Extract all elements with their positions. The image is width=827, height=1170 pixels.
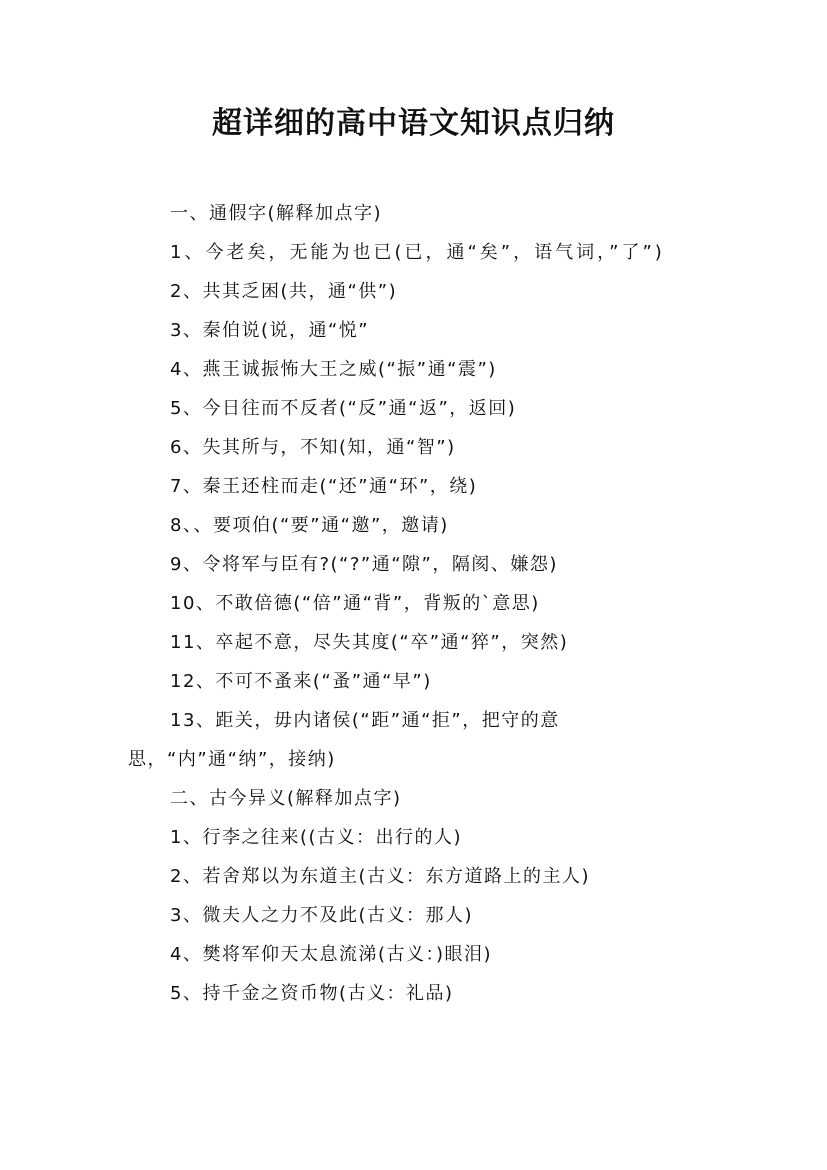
list-item: 3、秦伯说(说，通“悦”	[170, 320, 370, 341]
document-title: 超详细的高中语文知识点归纳	[212, 106, 615, 141]
list-item: 12、不可不蚤来(“蚤”通“早”)	[170, 671, 432, 692]
list-item: 9、令将军与臣有?(“?”通“隙”，隔阂、嫌怨)	[170, 554, 558, 575]
list-item: 13、距关，毋内诸侯(“距”通“拒”，把守的意思，“内”通“纳”，接纳)	[128, 710, 560, 770]
list-item: 1、今老矣，无能为也已(已，通“矣”，语气词，”了”)	[170, 242, 665, 263]
list-item: 2、若舍郑以为东道主(古义：东方道路上的主人)	[170, 866, 590, 887]
list-item: 6、失其所与，不知(知，通“智”)	[170, 437, 456, 458]
list-item: 8、、要项伯(“要”通“邀”，邀请)	[170, 515, 449, 536]
list-item: 5、今日往而不反者(“反”通“返”，返回)	[170, 398, 517, 419]
section-heading-tongjiazi: 一、通假字(解释加点字)	[170, 203, 383, 224]
document-body	[128, 194, 708, 1013]
list-item: 2、共其乏困(共，通“供”)	[170, 281, 398, 302]
list-item: 10、不敢倍德(“倍”通“背”，背叛的`意思)	[170, 593, 540, 614]
list-item: 5、持千金之资币物(古义：礼品)	[170, 983, 454, 1004]
list-item: 7、秦王还柱而走(“还”通“环”，绕)	[170, 476, 478, 497]
section-heading-gujinyiyi: 二、古今异义(解释加点字)	[170, 788, 402, 809]
list-item: 4、樊将军仰天太息流涕(古义：)眼泪)	[170, 944, 493, 965]
list-item: 4、燕王诚振怖大王之威(“振”通“震”)	[170, 359, 497, 380]
list-item: 11、卒起不意，尽失其度(“卒”通“猝”，突然)	[170, 632, 569, 653]
list-item: 3、微夫人之力不及此(古义：那人)	[170, 905, 473, 926]
list-item: 1、行李之往来((古义：出行的人)	[170, 827, 463, 848]
